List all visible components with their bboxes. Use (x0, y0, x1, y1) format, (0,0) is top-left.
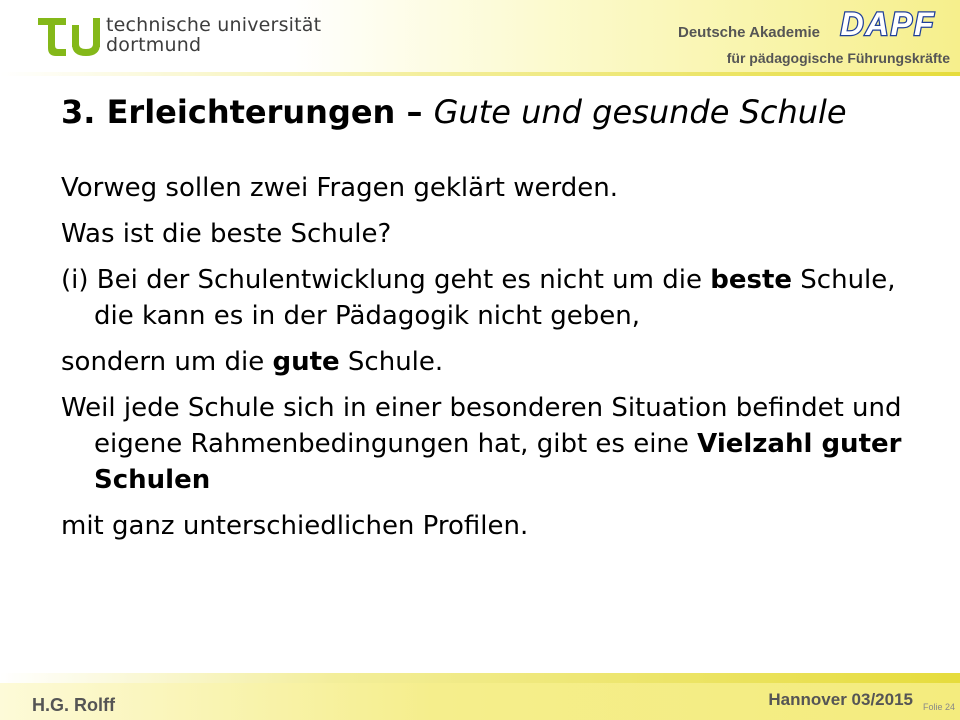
tu-logo (38, 12, 100, 60)
emphasized-text: beste (710, 265, 793, 295)
university-line-2: dortmund (106, 34, 202, 56)
paragraph-text: mit ganz unterschiedlichen Profilen. (61, 511, 529, 541)
header-divider (0, 72, 960, 76)
paragraph-text: Schule, die kann es in der Pädagogik nicht geben, (94, 265, 896, 331)
body-paragraph (61, 216, 941, 252)
slide-number: Folie 24 (922, 702, 955, 712)
body-paragraph (61, 508, 941, 544)
slide-title-main: 3. Erleichterungen – (61, 93, 423, 131)
university-name (106, 15, 321, 55)
akademie-label: Deutsche Akademie (677, 24, 820, 41)
body-paragraph (61, 262, 941, 334)
body-paragraph (61, 390, 941, 498)
paragraph-text: Schule. (339, 347, 444, 377)
paragraph-text: Vorweg sollen zwei Fragen geklärt werden. (61, 173, 618, 203)
author-label: H.G. Rolff (32, 695, 115, 715)
university-line-1: technische universität (106, 14, 322, 36)
paragraph-text: Weil jede Schule sich in einer besonderen Situation befindet und eigene Rahmenbedingungen hat, gibt es eine (61, 393, 902, 459)
emphasized-text: gute (272, 347, 340, 377)
footer-divider (0, 673, 960, 683)
dapf-logo (834, 4, 944, 46)
slide-title (61, 90, 847, 134)
body-paragraph (61, 170, 941, 206)
place-date-label: Hannover 03/2015 (768, 690, 913, 709)
fuehrung-label: für pädagogische Führungskräfte (726, 50, 950, 66)
paragraph-text: sondern um die (61, 347, 273, 377)
slide-title-subtitle: Gute und gesunde Schule (433, 93, 847, 131)
slide-body (61, 170, 941, 554)
paragraph-text: (i) Bei der Schulentwicklung geht es nicht um die (61, 265, 711, 295)
paragraph-text: Was ist die beste Schule? (61, 219, 392, 249)
emphasized-text: Vielzahl guter Schulen (94, 429, 902, 495)
dapf-logo-text: DAPF (840, 6, 936, 42)
body-paragraph (61, 344, 941, 380)
